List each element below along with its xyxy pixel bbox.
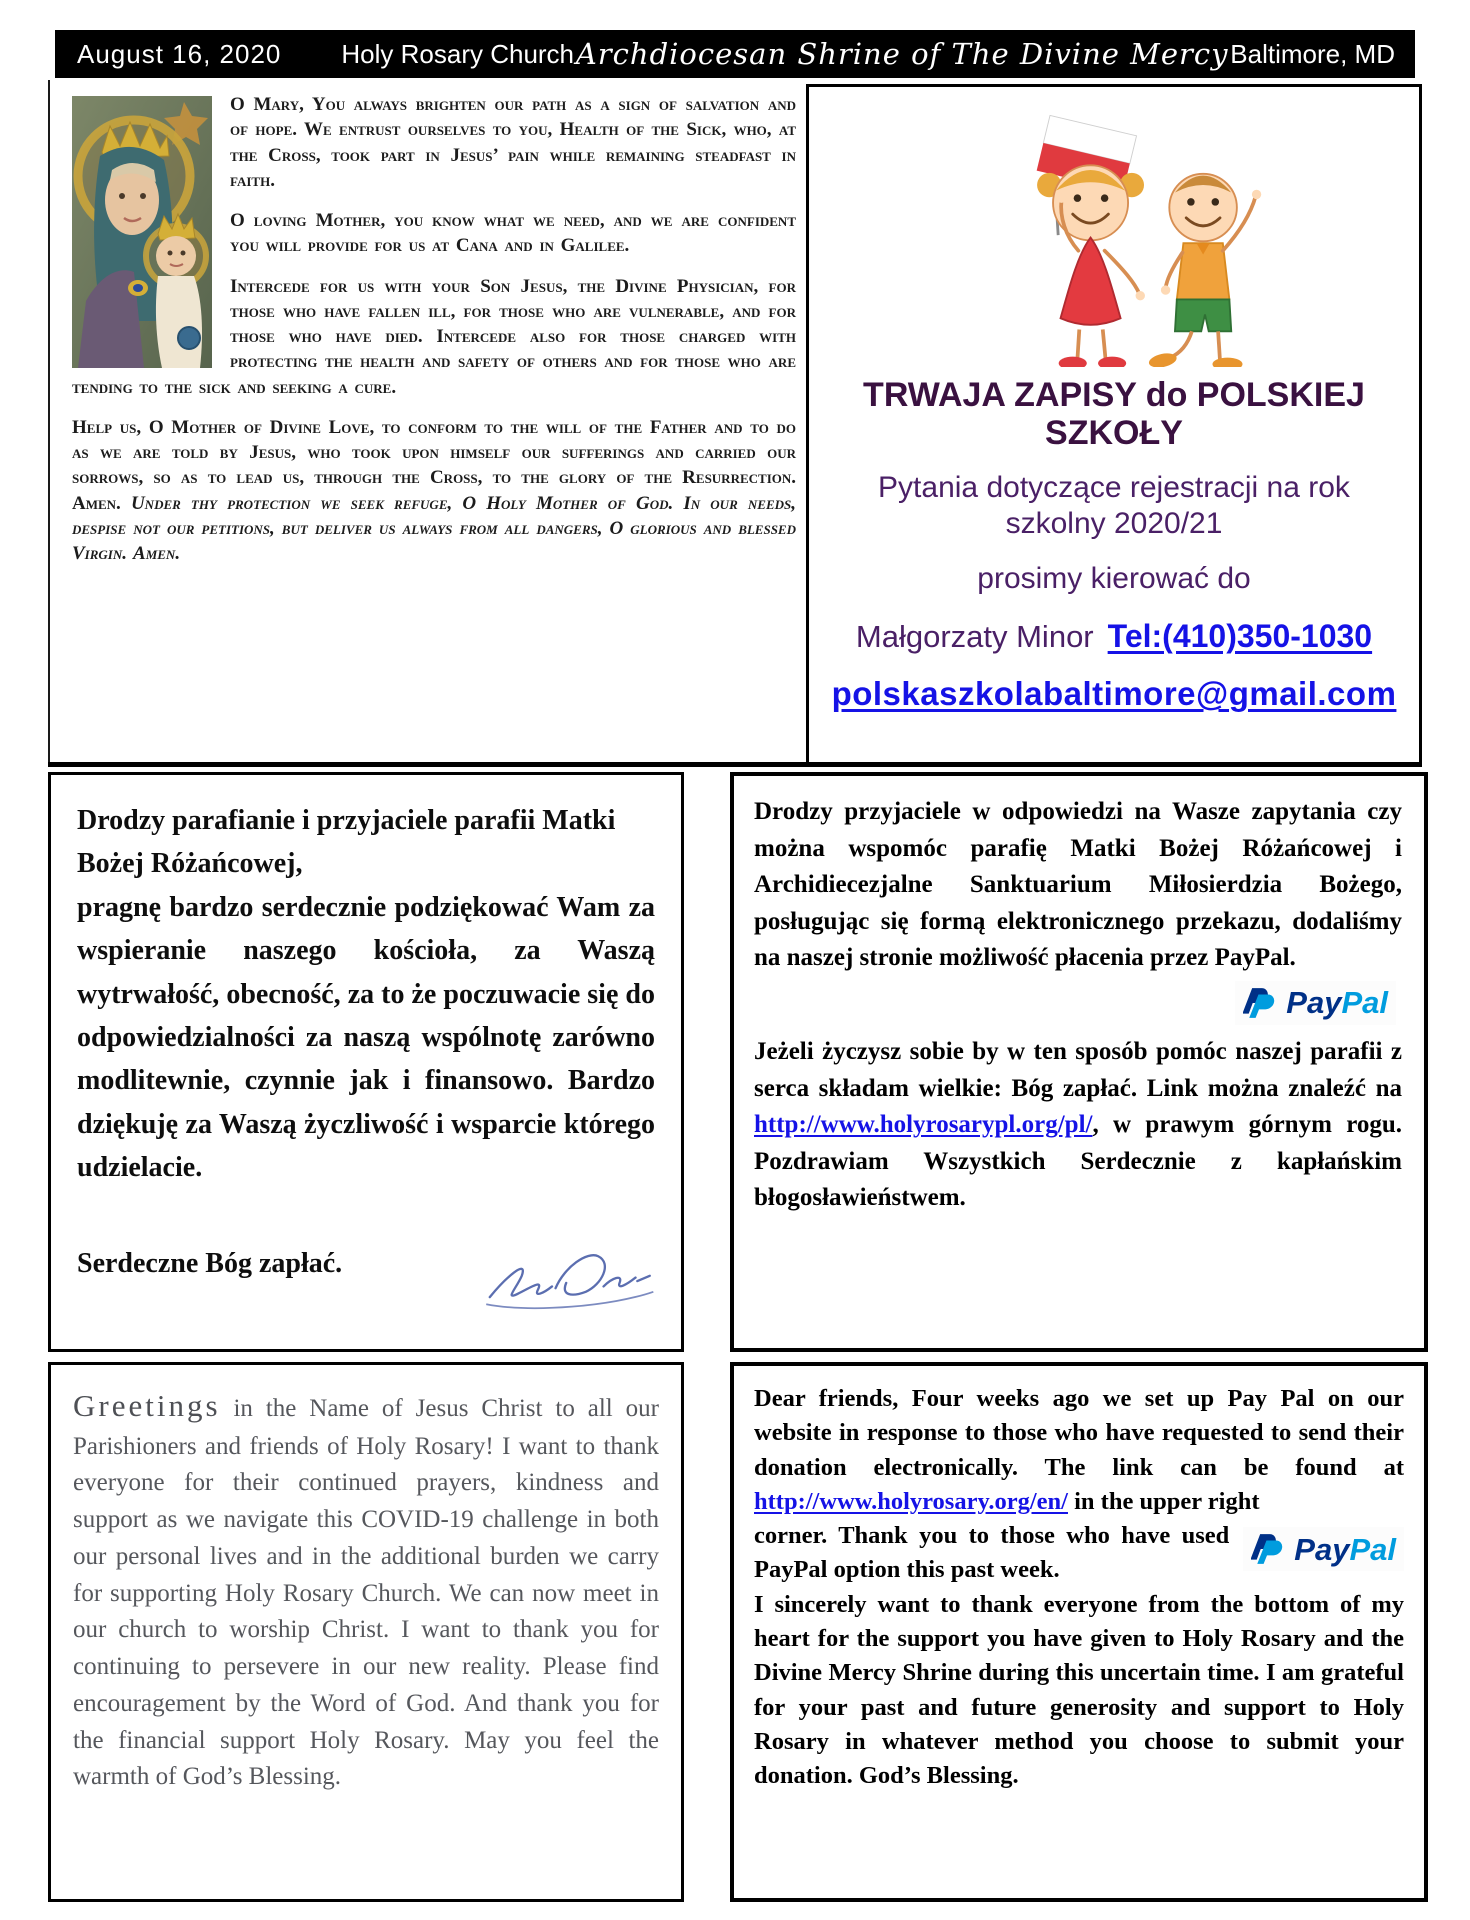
school-registration-line: Pytania dotyczące rejestracji na rok szkolny 2020/21: [878, 471, 1350, 541]
polish-school-panel: [806, 84, 1422, 762]
holyrosarypl-link[interactable]: http://www.holyrosarypl.org/pl/: [754, 1111, 1093, 1138]
paypal-wordmark-pal: Pal: [1341, 985, 1388, 1020]
school-contact-name: Małgorzaty Minor: [855, 619, 1094, 655]
paypal-wordmark-pay: Pay: [1286, 985, 1342, 1020]
prayer-paragraph-2: O loving Mother, you know what we need, and we are confident you will provide for us at Cana and in Galilee.: [230, 210, 796, 257]
kids-with-polish-flag-illustration: [914, 95, 1314, 367]
dear-friends-lead: Dear friends,: [754, 1385, 899, 1412]
header-church-name: Holy Rosary Church: [341, 38, 575, 69]
paypal-en-p1-c: corner. Thank you to those who have used PayPal option this past week.: [754, 1522, 1230, 1584]
prayer-paragraph-4-italic: Under thy protection we seek refuge, O Holy Mother of God. In our needs, despise not our petitions, but deliver us always from all dangers, O glorious and blessed Virgin. Amen.: [72, 492, 796, 565]
letter-body: pragnę bardzo serdecznie podziękować Wam za wspieranie naszego kościoła, za Waszą wytrwałość, obecność, za to że poczuwacie się do odpowiedzialności za naszą wspólnotę zarówno modlitewnie, czynnie jak i finansowo. Bardzo dziękuję za Waszą życzliwość i wsparcie którego udzielacie.: [77, 891, 655, 1184]
paypal-wordmark-pal: Pal: [1349, 1531, 1396, 1567]
school-email-link[interactable]: polskaszkolabaltimore@gmail.com: [831, 675, 1397, 713]
holyrosary-en-link[interactable]: http://www.holyrosary.org/en/: [754, 1487, 1068, 1515]
paypal-en-paragraph-1: [754, 1382, 1404, 1519]
paypal-english-panel: [730, 1362, 1428, 1902]
school-title: TRWAJA ZAPISY do POLSKIEJ SZKOŁY: [863, 376, 1365, 453]
letter-closing: Serdeczne Bóg zapłać.: [77, 1247, 343, 1279]
paypal-en-p1-b: in the upper right: [1067, 1487, 1260, 1515]
prayer-panel: [48, 80, 806, 762]
paypal-en-paragraph-1c: [754, 1519, 1404, 1588]
prayer-paragraph-4: [72, 415, 796, 567]
english-greeting-panel: [48, 1362, 684, 1902]
school-contact-line: [809, 618, 1419, 655]
pastor-signature: [473, 1242, 663, 1335]
prayer-paragraph-3: Intercede for us with your Son Jesus, the Divine Physician, for those who have fallen ill, for those who are vulnerable, and for those who have died. Intercede also for those charged with protecting the health and safety of others and for those who are tending to the sick and seeking a cure.: [72, 275, 796, 398]
paypal-pl-paragraph-2: [754, 1034, 1402, 1217]
header-date: August 16, 2020: [77, 38, 282, 69]
paypal-logo: [1235, 981, 1396, 1025]
polish-letter-panel: [48, 772, 684, 1352]
header-city: Baltimore, MD: [1230, 38, 1395, 69]
paypal-en-paragraph-2: I sincerely want to thank everyone from the bottom of my heart for the support you have given to Holy Rosary and the Divine Mercy Shrine during this uncertain time. I am grateful for your past and future generosity and support to Holy Rosary in whatever method you choose to submit your donation. God’s Blessing.: [754, 1590, 1404, 1790]
paypal-pl-p2-b: , w prawym górnym rogu. Pozdrawiam Wszystkich Serdecznie z kapłańskim błogosławieństwem.: [754, 1111, 1402, 1211]
greeting-body: in the Name of Jesus Christ to all our Parishioners and friends of Holy Rosary! I want to thank everyone for their continued prayers, kindness and support as we navigate this COVID-19 challenge in both our personal lives and in the additional burden we carry for supporting Holy Rosary Church. We can now meet in our church to worship Christ. I want to thank you for continuing to persevere in our new reality. Please find encouragement by the Word of God. And thank you for the financial support Holy Rosary. May you feel the warmth of God’s Blessing.: [73, 1395, 659, 1791]
paypal-icon: [1243, 983, 1279, 1023]
header-shrine-name: Archdiocesan Shrine of The Divine Mercy: [575, 37, 1229, 71]
paypal-pl-p2-a: Jeżeli życzysz sobie by w ten sposób pomóc naszej parafii z serca składam wielkie: Bóg zapłać. Link można znaleźć na: [754, 1038, 1402, 1102]
prayer-paragraph-1: O Mary, You always brighten our path as a sign of salvation and of hope. We entrust ourselves to you, Health of the Sick, who, at the Cross, took part in Jesus’ pain while remaining steadfast in faith.: [230, 94, 796, 191]
school-direct-line: prosimy kierować do: [977, 562, 1251, 596]
madonna-and-child-image: [72, 96, 212, 368]
paypal-icon: [1251, 1529, 1287, 1569]
paypal-pl-paragraph-1: Drodzy przyjaciele w odpowiedzi na Wasze zapytania czy można wspomóc parafię Matki Bożej Różańcowej i Archidiecezjalne Sanktuarium Miłosierdzia Bożego, posługując się formą elektronicznego przekazu, dodaliśmy na naszej stronie możliwość płacenia przez PayPal.: [754, 798, 1402, 971]
top-section: [48, 80, 1422, 767]
paypal-en-p1-a: Four weeks ago we set up Pay Pal on our website in response to those who have requested to send their donation electronically. The link can be found at: [754, 1385, 1405, 1481]
letter-salutation: Drodzy parafianie i przyjaciele parafii Matki Bożej Różańcowej,: [77, 805, 616, 880]
madonna-icon: [72, 96, 212, 368]
header-bar: [55, 30, 1415, 78]
paypal-logo-row: [754, 981, 1396, 1035]
greeting-lead-word: Greetings: [73, 1388, 221, 1423]
prayer-paragraph-4-regular: Help us, O Mother of Divine Love, to conform to the will of the Father and to do as we are told by Jesus, who took upon himself our sufferings and carried our sorrows, so as to lead us, through the Cross, to the glory of the Resurrection. Amen.: [72, 416, 796, 514]
greeting-paragraph: [73, 1383, 659, 1796]
paypal-logo: [1243, 1527, 1404, 1571]
paypal-polish-panel: [730, 772, 1428, 1352]
paypal-wordmark-pay: Pay: [1294, 1531, 1350, 1567]
school-phone-link[interactable]: Tel:(410)350-1030: [1107, 618, 1373, 655]
